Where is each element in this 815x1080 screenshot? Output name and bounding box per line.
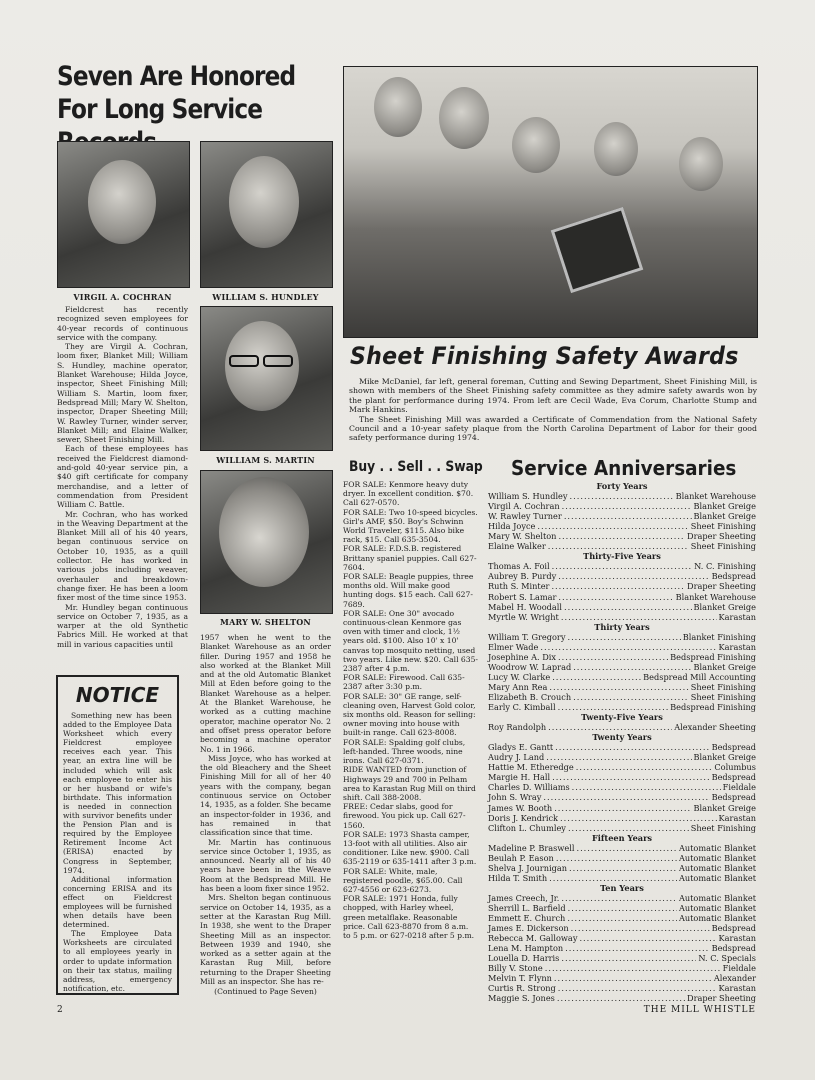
employee-department: Karastan	[718, 641, 756, 652]
classified-ad: FOR SALE: Spalding golf clubs, left-handed. Three woods, nine irons. Call 627-0371.	[343, 737, 466, 766]
employee-department: Blanket Greige	[693, 511, 756, 522]
leader-dots	[558, 652, 668, 662]
article-paragraph: 1957 when he went to the Blanket Warehouse as an order filler. During 1957 and 1958 he also worked at the Blanket Mill and at the old Automatic Blanket Mill at Eden before going to the Blanket Warehouse as a helper. At the Blanket Warehouse, he worked as a cutting machine operator, machine operator No. 2 and offset press operator before becoming a machine operator No. 1 in 1966.	[200, 633, 331, 754]
leader-dots	[561, 893, 677, 903]
employee-department: Draper Sheeting	[687, 993, 756, 1004]
awards-paragraph: The Sheet Finishing Mill was awarded a Certificate of Commendation from the National Safety Council and a 10-year safety plaque from the North Carolina Department of Labor for their good safety performance during 1974.	[349, 414, 757, 443]
employee-name: Thomas A. Foil	[488, 561, 550, 572]
employee-name: Aubrey B. Purdy	[488, 571, 557, 582]
anniversaries-title: Service Anniversaries	[511, 456, 737, 480]
employee-name: Doris J. Kendrick	[488, 812, 559, 823]
leader-dots	[537, 521, 688, 531]
leader-dots	[579, 933, 716, 943]
anniversary-row	[488, 903, 756, 913]
employee-name: William S. Hundley	[488, 491, 568, 502]
anniversary-group-label: Twenty-Five Years	[581, 712, 663, 723]
employee-name: James W. Booth	[488, 802, 553, 813]
anniversary-row	[488, 993, 756, 1003]
leader-dots	[564, 602, 692, 612]
employee-name: Madeline P. Braswell	[488, 842, 575, 853]
employee-name: Gladys E. Gantt	[488, 742, 554, 753]
article-paragraph: Mr. Cochran, who has worked in the Weaving Department at the Blanket Mill all of his 40 years, began continuous service on October 10, 1935, as a quill collector. He has worked in various jobs including weaver, overhauler and breakdown-change fixer. He has been a loom fixer most of the time since 1953.	[57, 509, 188, 603]
photo-mary-shelton	[200, 470, 333, 614]
anniversary-group-label: Forty Years	[596, 481, 648, 491]
anniversary-row	[488, 813, 756, 823]
photo-william-hundley	[200, 141, 333, 288]
employee-department: Bedspread	[711, 923, 756, 934]
employee-department: Draper Sheeting	[687, 581, 756, 592]
anniversary-group-label: Thirty Years	[594, 621, 650, 632]
employee-name: Ruth S. Minter	[488, 581, 550, 592]
anniversary-group-label: Ten Years	[600, 882, 644, 893]
classified-ad: FOR SALE: 1971 Honda, fully chopped, with Harley wheel, green metalflake. Reasonable price. Call 623-8870 from 8 a.m. to 5 p.m. or 627-0218 after 5 p.m.	[343, 894, 475, 940]
anniversary-row	[488, 501, 756, 511]
employee-department: Automatic Blanket	[678, 842, 756, 853]
article-paragraph: Mr. Hundley began continuous service on October 7, 1935, as a warper at the old Synthetic Fabrics Mill. He worked at that mill in various capacities until	[57, 602, 188, 649]
employee-department: Sheet Finishing	[690, 822, 756, 833]
employee-name: Lucy W. Clarke	[488, 671, 551, 682]
leader-dots	[556, 853, 677, 863]
notice-box	[56, 675, 179, 995]
classified-ad: FOR SALE: Kenmore heavy duty dryer. In excellent condition. $70. Call 627-0570.	[343, 480, 474, 508]
leader-dots	[564, 511, 692, 521]
employee-name: Mary W. Shelton	[488, 531, 557, 542]
swap-ads	[343, 480, 478, 940]
leader-dots	[568, 823, 689, 833]
leader-dots	[561, 612, 717, 622]
notice-paragraph: The Employee Data Worksheets are circulated to all employees yearly in order to update information on their tax status, mailing address, emergency notification, etc.	[63, 929, 172, 993]
employee-department: Blanket Greige	[693, 802, 756, 813]
leader-dots	[551, 581, 685, 591]
leader-dots	[560, 813, 717, 823]
employee-name: Elizabeth B. Crouch	[488, 691, 572, 702]
anniversaries-list	[488, 481, 756, 1003]
employee-name: Elmer Wade	[488, 641, 539, 652]
classified-ad: FOR SALE: White, male, registered poodle, $65.00. Call 627-4556 or 623-6273.	[343, 866, 463, 894]
employee-department: Sheet Finishing	[690, 681, 756, 692]
anniversary-group-label: Thirty-Five Years	[583, 551, 661, 562]
leader-dots	[568, 903, 677, 913]
employee-department: N. C. Finishing	[694, 561, 756, 572]
employee-name: John S. Wray	[488, 792, 542, 803]
employee-department: Karastan	[718, 983, 756, 994]
anniversary-row	[488, 491, 756, 501]
anniversary-row	[488, 702, 756, 712]
employee-name: W. Rawley Turner	[488, 511, 562, 522]
employee-name: Clifton L. Chumley	[488, 822, 566, 833]
leader-dots	[573, 692, 689, 702]
leader-dots	[569, 863, 677, 873]
employee-department: Sheet Finishing	[690, 691, 756, 702]
article-paragraph: Fieldcrest has recently recognized seven employees for 40-year records of continuous service with the company.	[57, 305, 188, 342]
employee-name: Robert S. Lamar	[488, 591, 557, 602]
employee-department: Blanket Greige	[693, 752, 756, 763]
employee-name: Hilda Joyce	[488, 521, 536, 532]
anniversary-row	[488, 792, 756, 802]
awards-title: Sheet Finishing Safety Awards	[350, 342, 739, 370]
employee-department: Alexander Sheeting	[674, 722, 756, 733]
leader-dots	[558, 592, 673, 602]
anniversary-row	[488, 642, 756, 652]
employee-name: Maggie S. Jones	[488, 993, 555, 1004]
leader-dots	[562, 501, 692, 511]
employee-name: Charles D. Williams	[488, 782, 570, 793]
leader-dots	[552, 672, 641, 682]
employee-department: Bedspread	[711, 772, 756, 783]
anniversary-row	[488, 571, 756, 581]
anniversary-row	[488, 541, 756, 551]
awards-text	[349, 377, 757, 443]
notice-title: NOTICE	[75, 683, 160, 707]
employee-department: Draper Sheeting	[687, 531, 756, 542]
employee-name: Woodrow W. Laprad	[488, 661, 572, 672]
employee-name: Myrtle W. Wright	[488, 611, 559, 622]
leader-dots	[558, 531, 685, 541]
anniversary-row	[488, 782, 756, 792]
employee-name: Josephine A. Dix	[488, 651, 557, 662]
leader-dots	[549, 873, 677, 883]
leader-dots	[567, 632, 680, 642]
leader-dots	[540, 642, 716, 652]
employee-name: Beulah P. Eason	[488, 852, 554, 863]
classified-ad: FREE: Cedar slabs, good for firewood. You pick up. Call 627-1560.	[343, 802, 466, 830]
anniversary-row	[488, 923, 756, 933]
employee-name: Emmett E. Church	[488, 913, 566, 924]
headline: Seven Are Honored For Long Service	[57, 61, 296, 125]
employee-department: Automatic Blanket	[678, 913, 756, 924]
leader-dots	[576, 843, 676, 853]
anniversary-row	[488, 692, 756, 702]
employee-department: Automatic Blanket	[678, 902, 756, 913]
employee-department: Sheet Finishing	[690, 541, 756, 552]
employee-name: Shelva J. Journigan	[488, 862, 567, 873]
anniversary-row	[488, 602, 756, 612]
employee-name: Sherrill L. Barfield	[488, 902, 566, 913]
employee-name: William T. Gregory	[488, 631, 566, 642]
employee-department: Automatic Blanket	[678, 892, 756, 903]
leader-dots	[558, 571, 709, 581]
employee-name: Margie H. Hall	[488, 772, 551, 783]
leader-dots	[546, 752, 691, 762]
classified-ad: FOR SALE: Firewood. Call 635-2387 after 3:30 p.m.	[343, 673, 465, 692]
anniversary-row	[488, 933, 756, 943]
anniversary-row	[488, 963, 756, 973]
employee-department: Bedspread	[711, 742, 756, 753]
anniversary-row	[488, 863, 756, 873]
anniversary-row	[488, 742, 756, 752]
employee-name: Curtis R. Strong	[488, 983, 556, 994]
employee-name: Lena M. Hampton	[488, 943, 564, 954]
anniversary-row	[488, 953, 756, 963]
anniversary-row	[488, 803, 756, 813]
leader-dots	[554, 973, 712, 983]
leader-dots	[548, 722, 672, 732]
employee-name: James E. Dickerson	[488, 923, 569, 934]
safety-awards-group-photo	[343, 66, 758, 338]
anniversary-row	[488, 682, 756, 692]
anniversary-row	[488, 531, 756, 541]
anniversary-row	[488, 612, 756, 622]
employee-department: Automatic Blanket	[678, 862, 756, 873]
anniversary-row	[488, 752, 756, 762]
article-column-1	[57, 305, 188, 649]
leader-dots	[552, 561, 693, 571]
employee-department: Automatic Blanket	[678, 872, 756, 883]
anniversary-row	[488, 672, 756, 682]
caption-martin: WILLIAM S. MARTIN	[216, 455, 315, 465]
classified-ad: FOR SALE: F.D.S.B. registered Brittany spaniel puppies. Call 627-7604.	[343, 544, 477, 572]
employee-name: Mary Ann Rea	[488, 681, 548, 692]
classified-ad: FOR SALE: Two 10-speed bicycles. Girl's AMF, $50. Boy's Schwinn World Traveler, $115. Also bike rack, $15. Call 635-3504.	[343, 507, 478, 545]
photo-virgil-cochran	[57, 141, 190, 288]
leader-dots	[573, 662, 691, 672]
anniversary-row	[488, 511, 756, 521]
employee-name: Billy V. Stone	[488, 963, 543, 974]
leader-dots	[572, 782, 721, 792]
employee-department: Bedspread	[711, 792, 756, 803]
employee-department: Karastan	[718, 611, 756, 622]
anniversary-row	[488, 823, 756, 833]
leader-dots	[558, 702, 669, 712]
article-paragraph: They are Virgil A. Cochran, loom fixer, Blanket Mill; William S. Hundley, machine operator, Blanket Warehouse; Hilda Joyce, inspector, Sheet Finishing Mill; William S. Martin, loom fixer, Bedspread Mill; Mary W. Shelton, inspector, Draper Sheeting Mill; W. Rawley Turner, winder server, Blanket Mill; and Elaine Walker, sewer, Sheet Finishing Mill.	[57, 342, 188, 445]
article-paragraph: Mr. Martin has continuous service since October 1, 1935, as announced. Nearly all of his 40 years have been in the Weave Room at the Bedspread Mill. He has been a loom fixer since 1952.	[200, 837, 331, 894]
leader-dots	[561, 953, 696, 963]
anniversary-row	[488, 592, 756, 602]
article-paragraph: Each of these employees has received the Fieldcrest diamond-and-gold 40-year service pin, a $40 gift certificate for company merchandise, and a letter of commendation from President William C. Battle.	[57, 444, 188, 510]
employee-department: Blanket Warehouse	[675, 491, 756, 502]
anniversary-row	[488, 632, 756, 642]
employee-name: Hattie M. Etheredge	[488, 762, 574, 773]
employee-department: Karastan	[718, 812, 756, 823]
employee-department: Automatic Blanket	[678, 852, 756, 863]
anniversary-row	[488, 873, 756, 883]
employee-department: Fieldale	[722, 963, 756, 974]
leader-dots	[554, 803, 691, 813]
employee-department: Sheet Finishing	[690, 521, 756, 532]
leader-dots	[552, 772, 709, 782]
anniversary-row	[488, 913, 756, 923]
leader-dots	[576, 762, 713, 772]
anniversary-row	[488, 772, 756, 782]
anniversary-group-label: Twenty Years	[592, 732, 652, 743]
employee-department: Blanket Greige	[693, 501, 756, 512]
anniversary-row	[488, 983, 756, 993]
leader-dots	[571, 923, 710, 933]
caption-cochran: VIRGIL A. COCHRAN	[73, 292, 172, 302]
employee-department: Blanket Greige	[693, 601, 756, 612]
leader-dots	[570, 491, 674, 501]
anniversary-row	[488, 581, 756, 591]
anniversary-row	[488, 561, 756, 571]
employee-department: Bedspread	[711, 943, 756, 954]
notice-paragraph: Additional information concerning ERISA and its effect on Fieldcrest employees will be furnished when details have been determined.	[63, 874, 172, 930]
classified-ad: FOR SALE: One 30" avocado continuous-clean Kenmore gas oven with timer and clock, 1½ years old. $100. Also 10' x 10' canvas top mosquito netting, used two years. Like new. $20. Call 635-2387 after 4 p.m.	[343, 608, 478, 674]
awards-paragraph: Mike McDaniel, far left, general foreman, Cutting and Sewing Department, Sheet Finishing Mill, is shown with members of the Sheet Finishing safety committee as they admire safety awards won by the plant for performance during 1974. From left are Cecil Wade, Eva Corum, Charlotte Stump and Mark Hankins.	[349, 377, 757, 415]
anniversary-row	[488, 853, 756, 863]
photo-william-martin	[200, 306, 333, 451]
employee-department: Bedspread Mill Accounting	[643, 671, 756, 682]
notice-paragraph: Something new has been added to the Employee Data Worksheet which every Fieldcrest employee receives each year. This year, an extra line will be included which will ask each employee to enter his or her husband or wife's birthdate. This information is needed in connection with survivor benefits under the Pension Plan and is required by the Employee Retirement Income Act (ERISA) enacted by Congress in September, 1974.	[63, 711, 172, 875]
classified-ad: FOR SALE: Beagle puppies, three months old. Will make good hunting dogs. $15 each. Call 627-7689.	[343, 572, 474, 609]
leader-dots	[545, 963, 721, 973]
leader-dots	[548, 541, 689, 551]
employee-department: Bedspread Finishing	[670, 702, 756, 713]
article-paragraph: Miss Joyce, who has worked at the old Bleachery and the Sheet Finishing Mill for all of her 40 years with the company, began continuous service on October 14, 1935, as a folder. She became an inspector-folder in 1936, and has remained in that classification since that time.	[200, 753, 331, 838]
employee-department: Karastan	[718, 933, 756, 944]
employee-department: Columbus	[714, 762, 756, 773]
employee-name: Early C. Kimball	[488, 702, 556, 713]
caption-shelton: MARY W. SHELTON	[220, 617, 311, 627]
leader-dots	[557, 993, 685, 1003]
employee-department: Bedspread	[711, 571, 756, 582]
continued-note: (Continued to Page Seven)	[214, 987, 317, 997]
leader-dots	[558, 983, 717, 993]
classified-ad: RIDE WANTED from junction of Highways 29 and 700 in Pelham area to Karastan Rug Mill on third shift. Call 388-2008.	[343, 765, 476, 802]
employee-name: Elaine Walker	[488, 541, 546, 552]
caption-hundley: WILLIAM S. HUNDLEY	[212, 292, 319, 302]
employee-department: Blanket Warehouse	[675, 591, 756, 602]
employee-name: Mabel H. Woodall	[488, 601, 562, 612]
article-paragraph: Mrs. Shelton began continuous service on October 14, 1935, as a setter at the Karastan Rug Mill. In 1938, she went to the Draper Sheeting Mill as an inspector. Between 1939 and 1940, she worked as a setter again at the Karastan Rug Mill, before returning to the Draper Sheeting Mill as an inspector. She has re-	[200, 893, 331, 986]
page-number: 2	[57, 1005, 63, 1015]
anniversary-group-label: Fifteen Years	[591, 832, 653, 843]
employee-department: Blanket Finishing	[682, 631, 756, 642]
employee-name: Roy Randolph	[488, 722, 547, 733]
leader-dots	[565, 943, 709, 953]
leader-dots	[567, 913, 677, 923]
anniversary-row	[488, 762, 756, 772]
article-column-2	[200, 633, 331, 997]
anniversary-row	[488, 893, 756, 903]
employee-department: Bedspread Finishing	[670, 651, 756, 662]
employee-name: Audry J. Land	[488, 752, 545, 763]
anniversary-row	[488, 843, 756, 853]
employee-name: Virgil A. Cochran	[488, 501, 560, 512]
employee-name: Louella D. Harris	[488, 953, 560, 964]
employee-department: Alexander	[713, 973, 756, 984]
anniversary-row	[488, 662, 756, 672]
employee-name: Hilda T. Smith	[488, 872, 548, 883]
employee-department: N. C. Specials	[698, 953, 756, 964]
leader-dots	[555, 742, 709, 752]
employee-name: Rebecca M. Galloway	[488, 933, 578, 944]
swap-title: Buy . . Sell . . Swap	[349, 459, 483, 475]
anniversary-row	[488, 521, 756, 531]
leader-dots	[543, 792, 709, 802]
classified-ad: FOR SALE: 30" GE range, self-cleaning oven, Harvest Gold color, six months old. Reason for selling: owner moving into house with built-in range. Call 623-8008.	[343, 691, 476, 738]
anniversary-row	[488, 652, 756, 662]
anniversary-row	[488, 722, 756, 732]
leader-dots	[549, 682, 688, 692]
employee-name: Melvin T. Flynn	[488, 973, 552, 984]
classified-ad: FOR SALE: 1973 Shasta camper, 13-foot with all utilities. Also air conditioner. Like new. $900. Call 635-2119 or 635-1411 after 3 p.m.	[343, 829, 477, 867]
employee-department: Blanket Greige	[693, 661, 756, 672]
employee-department: Fieldale	[722, 782, 756, 793]
anniversary-row	[488, 943, 756, 953]
anniversary-row	[488, 973, 756, 983]
publication-name: THE MILL WHISTLE	[643, 1005, 756, 1015]
employee-name: James Creech, Jr.	[488, 892, 560, 903]
